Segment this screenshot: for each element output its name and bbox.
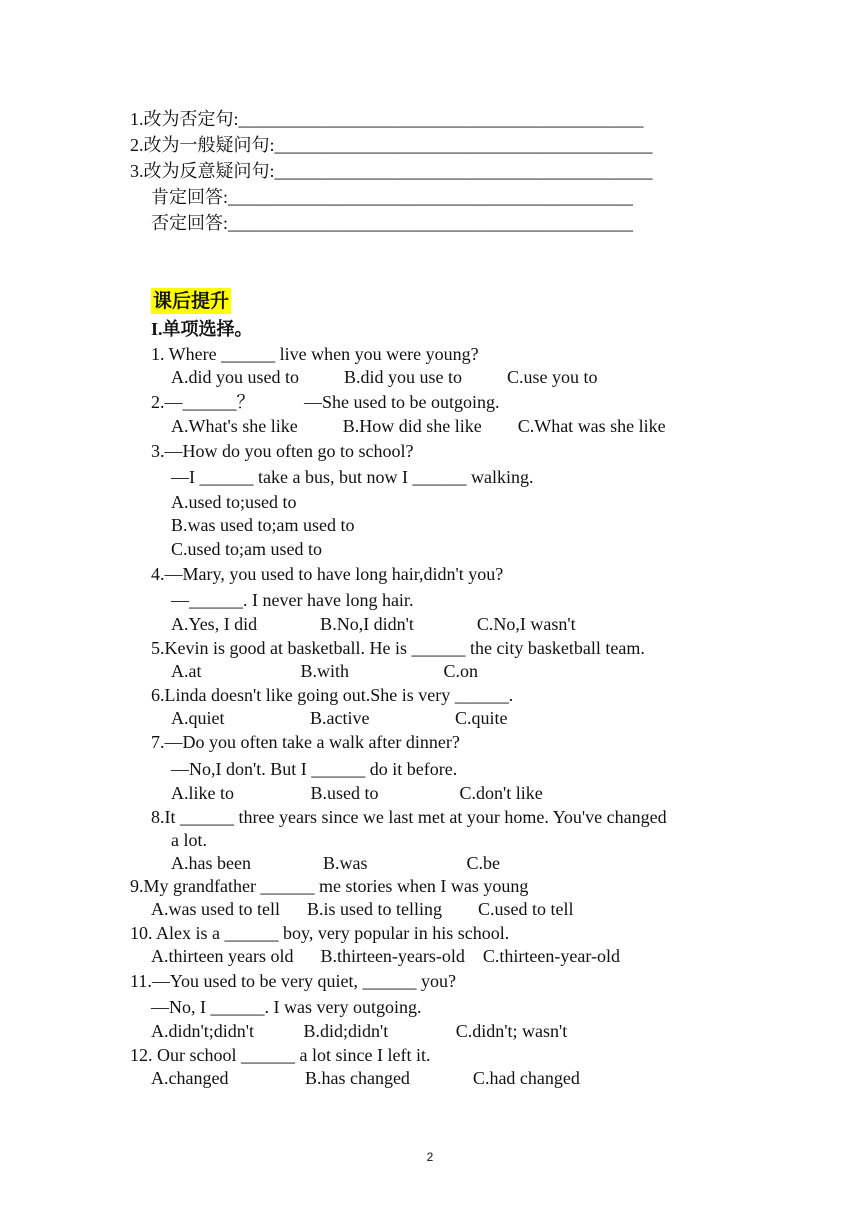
transform-negative: 1.改为否定句:_____________________________________________ [130, 109, 644, 129]
question-11: 11.—You used to be very quiet, ______ you? [130, 971, 456, 991]
question-11-answer: —No, I ______. I was very outgoing. [151, 997, 422, 1017]
question-12: 12. Our school ______ a lot since I left it. [130, 1045, 431, 1065]
question-2: 2.—______？ —She used to be outgoing. [151, 392, 500, 412]
options-5: A.at B.with C.on [171, 661, 479, 681]
question-3-answer: —I ______ take a bus, but now I ______ walking. [171, 467, 534, 487]
question-1: 1. Where ______ live when you were young? [151, 344, 479, 364]
section-title: 课后提升 [153, 290, 230, 312]
question-7: 7.—Do you often take a walk after dinner? [151, 732, 460, 752]
options-9: A.was used to tell B.is used to telling C.used to tell [151, 899, 574, 919]
option-3c: C.used to;am used to [171, 539, 322, 559]
question-5: 5.Kevin is good at basketball. He is ______ the city basketball team. [151, 638, 645, 658]
transform-general-question: 2.改为一般疑问句:__________________________________________ [130, 135, 653, 155]
question-4: 4.—Mary, you used to have long hair,didn't you? [151, 564, 504, 584]
options-4: A.Yes, I did B.No,I didn't C.No,I wasn't [171, 614, 576, 634]
question-9: 9.My grandfather ______ me stories when I was young [130, 876, 529, 896]
question-8-cont: a lot. [171, 830, 207, 850]
option-3b: B.was used to;am used to [171, 515, 355, 535]
subsection-title: I.单项选择。 [151, 319, 253, 339]
option-3a: A.used to;used to [171, 492, 297, 512]
options-10: A.thirteen years old B.thirteen-years-old C.thirteen-year-old [151, 946, 620, 966]
question-6: 6.Linda doesn't like going out.She is very ______. [151, 685, 514, 705]
question-3: 3.—How do you often go to school? [151, 441, 414, 461]
question-8: 8.It ______ three years since we last met at your home. You've changed [151, 807, 667, 827]
question-10: 10. Alex is a ______ boy, very popular in his school. [130, 923, 510, 943]
options-8: A.has been B.was C.be [171, 853, 500, 873]
question-7-answer: —No,I don't. But I ______ do it before. [171, 759, 458, 779]
question-4-answer: —______. I never have long hair. [171, 590, 414, 610]
transform-tag-question: 3.改为反意疑问句:__________________________________________ [130, 161, 653, 181]
options-7: A.like to B.used to C.don't like [171, 783, 543, 803]
page-number: 2 [426, 1150, 434, 1164]
options-1: A.did you used to B.did you use to C.use you to [171, 367, 598, 387]
options-11: A.didn't;didn't B.did;didn't C.didn't; wasn't [151, 1021, 568, 1041]
positive-answer: 肯定回答:_____________________________________________ [151, 187, 634, 207]
options-12: A.changed B.has changed C.had changed [151, 1068, 580, 1088]
negative-answer: 否定回答:_____________________________________________ [151, 213, 634, 233]
options-6: A.quiet B.active C.quite [171, 708, 508, 728]
options-2: A.What's she like B.How did she like C.What was she like [171, 416, 666, 436]
